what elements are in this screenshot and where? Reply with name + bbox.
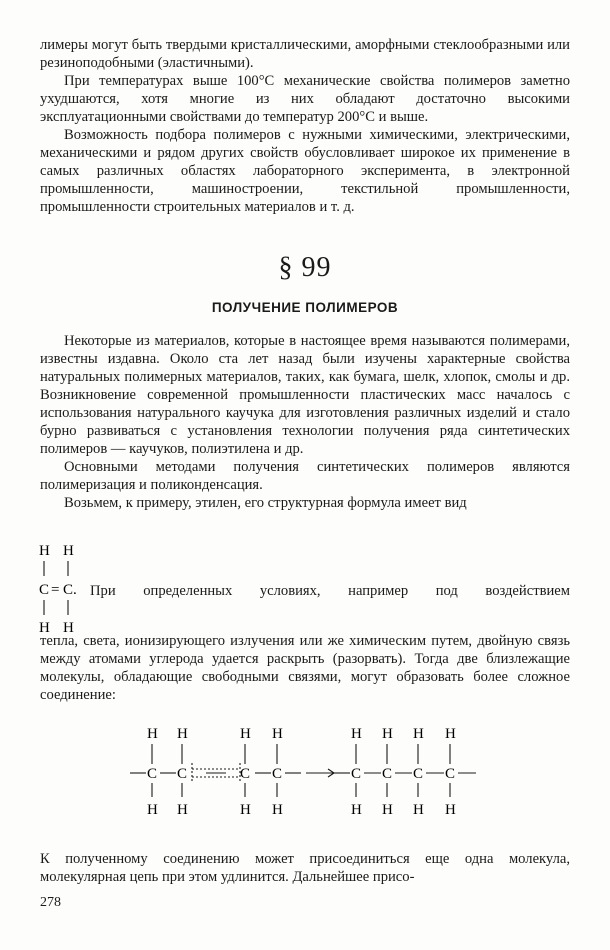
scheme-h-bottom: H <box>177 802 188 818</box>
ethylene-h-top-right: H <box>63 543 74 559</box>
ethylene-c-right: C <box>63 582 74 598</box>
scheme-h-top: H <box>382 726 393 742</box>
scheme-c: C <box>351 766 362 782</box>
paragraph-intro-3: Возможность подбора полимеров с нужными химическими, электрическими, механическими и рядом других свойств обусловливает широкое их применение в самых различных областях лабораторного эксперимента, в электронной промышленности, машиностроении, текстильной промышленности, промышленности строительных материалов и т. д. <box>40 127 570 215</box>
paragraph-continuation: тепла, света, ионизирующего излучения или же химическим путем, двойную связь между атомами углерода удается раскрыть (разорвать). Тогда две близлежащие молекулы, обладающие свободными связями, могут образовать более сложное соединение: <box>40 633 570 703</box>
ethylene-h-bottom-left: H <box>39 620 50 636</box>
ethylene-caption: При определенных условиях, например под воздействием <box>90 583 570 599</box>
scheme-c: C <box>147 766 158 782</box>
paragraph-body-2: Основными методами получения синтетических полимеров являются полимеризация и поликонденсация. <box>40 459 570 493</box>
paragraph-closing: К полученному соединению может присоединиться еще одна молекула, молекулярная цепь при этом удлинится. Дальнейшее присо- <box>40 851 570 885</box>
paragraph-body-3: Возьмем, к примеру, этилен, его структурная формула имеет вид <box>64 495 467 511</box>
intro-text-block <box>40 36 570 216</box>
scheme-h-top: H <box>445 726 456 742</box>
continuation-text-block <box>40 632 570 704</box>
scheme-h-bottom: H <box>272 802 283 818</box>
scheme-c: C <box>382 766 393 782</box>
scheme-h-top: H <box>413 726 424 742</box>
scheme-c: C <box>272 766 283 782</box>
ethylene-h-bottom-right: H <box>63 620 74 636</box>
section-title: ПОЛУЧЕНИЕ ПОЛИМЕРОВ <box>211 300 399 315</box>
ethylene-double-bond: = <box>51 582 60 598</box>
paragraph-body-1: Некоторые из материалов, которые в настоящее время называются полимерами, известны издавна. Около ста лет назад были изучены характерные свойства натуральных полимерных материалов, таких, как бумага, шелк, хлопок, смолы и др. Возникновение современной промышленности пластических масс началось с использования натурального каучука для изготовления различных изделий и стало бурно развиваться с установления технологии получения ряда синтетических полимеров — каучуков, полиэтилена и др. <box>40 333 570 457</box>
scheme-arrow-head <box>328 769 334 773</box>
paragraph-intro-1: лимеры могут быть твердыми кристаллическими, аморфными стеклообразными или резиноподобными (эластичными). <box>40 37 570 71</box>
reaction-scheme <box>120 722 490 822</box>
scheme-h-bottom: H <box>413 802 424 818</box>
scheme-h-bottom: H <box>240 802 251 818</box>
closing-text-block <box>40 850 570 886</box>
page-number: 278 <box>40 895 61 910</box>
scheme-h-top: H <box>351 726 362 742</box>
ethylene-h-top-left: H <box>39 543 50 559</box>
scheme-h-top: H <box>240 726 251 742</box>
scheme-h-top: H <box>272 726 283 742</box>
scheme-h-top: H <box>147 726 158 742</box>
scheme-h-bottom: H <box>445 802 456 818</box>
ethylene-c-left: C <box>39 582 50 598</box>
scheme-h-bottom: H <box>382 802 393 818</box>
scheme-c: C <box>177 766 188 782</box>
paragraph-intro-2: При температурах выше 100°С механические свойства полимеров заметно ухудшаются, хотя многие из них обладают достаточно высокими эксплуатационными свойствами до температур 200°С и выше. <box>40 73 570 125</box>
scheme-h-bottom: H <box>147 802 158 818</box>
section-number: § 99 <box>278 252 332 283</box>
ethylene-period: . <box>73 582 77 598</box>
scheme-c: C <box>240 766 251 782</box>
body-text-block <box>40 332 570 512</box>
scheme-c: C <box>413 766 424 782</box>
scheme-h-top: H <box>177 726 188 742</box>
scheme-c: C <box>445 766 456 782</box>
scheme-arrow-head <box>328 773 334 777</box>
scheme-h-bottom: H <box>351 802 362 818</box>
